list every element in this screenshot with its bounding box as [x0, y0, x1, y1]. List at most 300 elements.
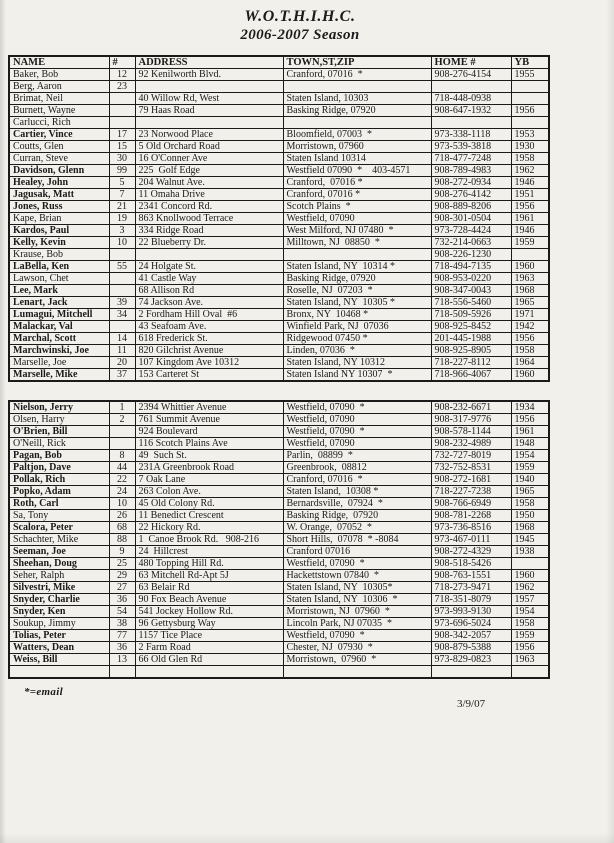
- name-cell: Snyder, Charlie: [9, 594, 109, 606]
- number-cell: 37: [109, 369, 135, 382]
- column-header-home-phone: HOME #: [431, 56, 511, 69]
- home-phone-cell: 908-925-8905: [431, 345, 511, 357]
- address-cell: 263 Colon Ave.: [135, 486, 283, 498]
- home-phone-cell: 732-727-8019: [431, 450, 511, 462]
- number-cell: 1: [109, 401, 135, 414]
- home-phone-cell: 973-736-8516: [431, 522, 511, 534]
- address-cell: 23 Norwood Place: [135, 129, 283, 141]
- table-row: [9, 666, 549, 679]
- address-cell: 96 Gettysburg Way: [135, 618, 283, 630]
- table-row: [9, 225, 549, 237]
- roster-table-lower: [8, 400, 550, 679]
- yb-cell: 1953: [511, 129, 549, 141]
- address-cell: 49 Such St.: [135, 450, 283, 462]
- table-row: [9, 189, 549, 201]
- table-row: [9, 213, 549, 225]
- home-phone-cell: 908-781-2268: [431, 510, 511, 522]
- home-phone-cell: 908-272-4329: [431, 546, 511, 558]
- town-cell: Westfield, 07090: [283, 414, 431, 426]
- address-cell: 63 Mitchell Rd-Apt 5J: [135, 570, 283, 582]
- name-cell: Schachter, Mike: [9, 534, 109, 546]
- yb-cell: 1958: [511, 618, 549, 630]
- address-cell: [135, 666, 283, 679]
- home-phone-cell: 973-467-0111: [431, 534, 511, 546]
- yb-cell: 1968: [511, 522, 549, 534]
- address-cell: 5 Old Orchard Road: [135, 141, 283, 153]
- yb-cell: 1956: [511, 414, 549, 426]
- yb-cell: 1958: [511, 153, 549, 165]
- name-cell: [9, 666, 109, 679]
- town-cell: Scotch Plains *: [283, 201, 431, 213]
- number-cell: 44: [109, 462, 135, 474]
- document-title: W.O.T.H.I.H.C.: [244, 8, 356, 25]
- yb-cell: 1954: [511, 606, 549, 618]
- home-phone-cell: 908-879-5388: [431, 642, 511, 654]
- home-phone-cell: 718-556-5460: [431, 297, 511, 309]
- address-cell: 16 O'Conner Ave: [135, 153, 283, 165]
- town-cell: Milltown, NJ 08850 *: [283, 237, 431, 249]
- table-row: [9, 249, 549, 261]
- table-row: [9, 69, 549, 81]
- address-cell: 2 Fordham Hill Oval #6: [135, 309, 283, 321]
- number-cell: 8: [109, 450, 135, 462]
- yb-cell: 1963: [511, 273, 549, 285]
- address-cell: 41 Castle Way: [135, 273, 283, 285]
- address-cell: 480 Topping Hill Rd.: [135, 558, 283, 570]
- yb-cell: 1959: [511, 237, 549, 249]
- yb-cell: 1971: [511, 309, 549, 321]
- table-row: [9, 618, 549, 630]
- number-cell: 38: [109, 618, 135, 630]
- table-row: [9, 570, 549, 582]
- name-cell: Silvestri, Mike: [9, 582, 109, 594]
- address-cell: 45 Old Colony Rd.: [135, 498, 283, 510]
- town-cell: [283, 249, 431, 261]
- roster-table-upper: [8, 55, 550, 382]
- address-cell: 153 Carteret St: [135, 369, 283, 382]
- address-cell: 79 Haas Road: [135, 105, 283, 117]
- yb-cell: 1959: [511, 630, 549, 642]
- name-cell: Seeman, Joe: [9, 546, 109, 558]
- town-cell: Short Hills, 07078 * -8084: [283, 534, 431, 546]
- name-cell: Carlucci, Rich: [9, 117, 109, 129]
- address-cell: 2 Farm Road: [135, 642, 283, 654]
- town-cell: Staten Island, NY 10305*: [283, 582, 431, 594]
- yb-cell: 1956: [511, 105, 549, 117]
- address-cell: 863 Knollwood Terrace: [135, 213, 283, 225]
- number-cell: 13: [109, 654, 135, 666]
- home-phone-cell: 732-214-0663: [431, 237, 511, 249]
- address-cell: 1 Canoe Brook Rd. 908-216: [135, 534, 283, 546]
- name-cell: Krause, Bob: [9, 249, 109, 261]
- number-cell: 14: [109, 333, 135, 345]
- number-cell: [109, 117, 135, 129]
- yb-cell: 1960: [511, 261, 549, 273]
- document-date: 3/9/07: [457, 698, 486, 710]
- name-cell: Berg, Aaron: [9, 81, 109, 93]
- yb-cell: 1963: [511, 654, 549, 666]
- home-phone-cell: 908-789-4983: [431, 165, 511, 177]
- name-cell: Curran, Steve: [9, 153, 109, 165]
- address-cell: 820 Gilchrist Avenue: [135, 345, 283, 357]
- name-cell: O'Brien, Bill: [9, 426, 109, 438]
- home-phone-cell: 908-272-1681: [431, 474, 511, 486]
- yb-cell: 1958: [511, 498, 549, 510]
- name-cell: Nielson, Jerry: [9, 401, 109, 414]
- number-cell: 5: [109, 177, 135, 189]
- number-cell: 55: [109, 261, 135, 273]
- number-cell: 12: [109, 69, 135, 81]
- address-cell: 2394 Whittier Avenue: [135, 401, 283, 414]
- home-phone-cell: 908-766-6949: [431, 498, 511, 510]
- address-cell: 334 Ridge Road: [135, 225, 283, 237]
- yb-cell: [511, 249, 549, 261]
- table-row: [9, 105, 549, 117]
- home-phone-cell: 908-925-8452: [431, 321, 511, 333]
- yb-cell: 1960: [511, 570, 549, 582]
- town-cell: Basking Ridge, 07920: [283, 105, 431, 117]
- home-phone-cell: 718-494-7135: [431, 261, 511, 273]
- home-phone-cell: 908-347-0043: [431, 285, 511, 297]
- town-cell: Cranford, 07016 *: [283, 474, 431, 486]
- address-cell: 7 Oak Lane: [135, 474, 283, 486]
- name-cell: Kape, Brian: [9, 213, 109, 225]
- table-row: [9, 345, 549, 357]
- yb-cell: 1960: [511, 369, 549, 382]
- town-cell: Linden, 07036 *: [283, 345, 431, 357]
- town-cell: Westfield, 07090 *: [283, 630, 431, 642]
- yb-cell: 1956: [511, 201, 549, 213]
- table-row: [9, 165, 549, 177]
- home-phone-cell: 718-448-0938: [431, 93, 511, 105]
- name-cell: Marselle, Mike: [9, 369, 109, 382]
- town-cell: Westfield, 07090 *: [283, 426, 431, 438]
- yb-cell: 1962: [511, 582, 549, 594]
- home-phone-cell: 718-273-9471: [431, 582, 511, 594]
- table-row: [9, 93, 549, 105]
- number-cell: [109, 273, 135, 285]
- town-cell: Cranford 07016: [283, 546, 431, 558]
- number-cell: 54: [109, 606, 135, 618]
- number-cell: 22: [109, 474, 135, 486]
- home-phone-cell: 718-509-5926: [431, 309, 511, 321]
- table-row: [9, 582, 549, 594]
- table-row: [9, 462, 549, 474]
- address-cell: 618 Frederick St.: [135, 333, 283, 345]
- yb-cell: 1940: [511, 474, 549, 486]
- home-phone-cell: 908-647-1932: [431, 105, 511, 117]
- address-cell: 43 Seafoam Ave.: [135, 321, 283, 333]
- document-subtitle: 2006-2007 Season: [240, 27, 360, 43]
- number-cell: [109, 438, 135, 450]
- town-cell: Bloomfield, 07003 *: [283, 129, 431, 141]
- town-cell: Roselle, NJ 07203 *: [283, 285, 431, 297]
- name-cell: Snyder, Ken: [9, 606, 109, 618]
- town-cell: Winfield Park, NJ 07036: [283, 321, 431, 333]
- home-phone-cell: 973-993-9130: [431, 606, 511, 618]
- name-cell: Burnett, Wayne: [9, 105, 109, 117]
- number-cell: 20: [109, 357, 135, 369]
- address-cell: 63 Belair Rd: [135, 582, 283, 594]
- address-cell: 92 Kenilworth Blvd.: [135, 69, 283, 81]
- yb-cell: 1964: [511, 357, 549, 369]
- table-row: [9, 486, 549, 498]
- home-phone-cell: 908-272-0934: [431, 177, 511, 189]
- number-cell: 30: [109, 153, 135, 165]
- table-row: [9, 141, 549, 153]
- table-row: [9, 546, 549, 558]
- town-cell: Cranford, 07016 *: [283, 189, 431, 201]
- town-cell: Basking Ridge, 07920: [283, 510, 431, 522]
- town-cell: W. Orange, 07052 *: [283, 522, 431, 534]
- number-cell: [109, 285, 135, 297]
- address-cell: 231A Greenbrook Road: [135, 462, 283, 474]
- table-row: [9, 594, 549, 606]
- number-cell: 7: [109, 189, 135, 201]
- table-row: [9, 81, 549, 93]
- column-header-yb: YB: [511, 56, 549, 69]
- address-cell: 22 Blueberry Dr.: [135, 237, 283, 249]
- table-row: [9, 129, 549, 141]
- table-row: [9, 450, 549, 462]
- address-cell: 24 Hillcrest: [135, 546, 283, 558]
- address-cell: 40 Willow Rd, West: [135, 93, 283, 105]
- town-cell: Morristown, 07960: [283, 141, 431, 153]
- name-cell: Paltjon, Dave: [9, 462, 109, 474]
- name-cell: Sheehan, Doug: [9, 558, 109, 570]
- yb-cell: 1956: [511, 333, 549, 345]
- name-cell: Baker, Bob: [9, 69, 109, 81]
- name-cell: Lawson, Chet: [9, 273, 109, 285]
- table-row: [9, 522, 549, 534]
- home-phone-cell: 718-227-8112: [431, 357, 511, 369]
- number-cell: 21: [109, 201, 135, 213]
- header-row: [9, 56, 549, 69]
- number-cell: [109, 249, 135, 261]
- column-header-town: TOWN,ST,ZIP: [283, 56, 431, 69]
- address-cell: 2341 Concord Rd.: [135, 201, 283, 213]
- table-row: [9, 153, 549, 165]
- number-cell: [109, 93, 135, 105]
- town-cell: Basking Ridge, 07920: [283, 273, 431, 285]
- town-cell: Westfield, 07090 *: [283, 558, 431, 570]
- town-cell: [283, 666, 431, 679]
- name-cell: Coutts, Glen: [9, 141, 109, 153]
- table-row: [9, 606, 549, 618]
- town-cell: Morristown, NJ 07960 *: [283, 606, 431, 618]
- number-cell: 39: [109, 297, 135, 309]
- home-phone-cell: 973-829-0823: [431, 654, 511, 666]
- name-cell: Lee, Mark: [9, 285, 109, 297]
- name-cell: Healey, John: [9, 177, 109, 189]
- address-cell: 74 Jackson Ave.: [135, 297, 283, 309]
- address-cell: 225 Golf Edge: [135, 165, 283, 177]
- table-row: [9, 357, 549, 369]
- number-cell: [109, 321, 135, 333]
- town-cell: Bernardsville, 07924 *: [283, 498, 431, 510]
- town-cell: Staten Island, 10308 *: [283, 486, 431, 498]
- address-cell: 204 Walnut Ave.: [135, 177, 283, 189]
- yb-cell: 1965: [511, 486, 549, 498]
- name-cell: Roth, Carl: [9, 498, 109, 510]
- yb-cell: 1942: [511, 321, 549, 333]
- home-phone-cell: 732-752-8531: [431, 462, 511, 474]
- home-phone-cell: 973-696-5024: [431, 618, 511, 630]
- town-cell: Bronx, NY 10468 *: [283, 309, 431, 321]
- home-phone-cell: 973-539-3818: [431, 141, 511, 153]
- table-row: [9, 333, 549, 345]
- home-phone-cell: 908-578-1144: [431, 426, 511, 438]
- table-row: [9, 117, 549, 129]
- number-cell: 23: [109, 81, 135, 93]
- town-cell: Staten Island 10314: [283, 153, 431, 165]
- home-phone-cell: [431, 117, 511, 129]
- yb-cell: 1946: [511, 225, 549, 237]
- table-row: [9, 273, 549, 285]
- table-row: [9, 369, 549, 382]
- town-cell: Hackettstown 07840 *: [283, 570, 431, 582]
- home-phone-cell: 908-342-2057: [431, 630, 511, 642]
- address-cell: 68 Allison Rd: [135, 285, 283, 297]
- home-phone-cell: 973-338-1118: [431, 129, 511, 141]
- name-cell: Tolias, Peter: [9, 630, 109, 642]
- home-phone-cell: 201-445-1988: [431, 333, 511, 345]
- name-cell: Marchwinski, Joe: [9, 345, 109, 357]
- town-cell: Staten Island NY 10307 *: [283, 369, 431, 382]
- table-row: [9, 414, 549, 426]
- table-row: [9, 297, 549, 309]
- table-row: [9, 630, 549, 642]
- yb-cell: 1954: [511, 450, 549, 462]
- town-cell: Ridgewood 07450 *: [283, 333, 431, 345]
- home-phone-cell: 718-477-7248: [431, 153, 511, 165]
- home-phone-cell: 908-301-0504: [431, 213, 511, 225]
- yb-cell: 1934: [511, 401, 549, 414]
- yb-cell: 1961: [511, 426, 549, 438]
- table-row: [9, 498, 549, 510]
- town-cell: [283, 81, 431, 93]
- number-cell: 34: [109, 309, 135, 321]
- home-phone-cell: 908-276-4154: [431, 69, 511, 81]
- yb-cell: 1958: [511, 345, 549, 357]
- yb-cell: 1930: [511, 141, 549, 153]
- number-cell: 77: [109, 630, 135, 642]
- number-cell: 88: [109, 534, 135, 546]
- number-cell: 36: [109, 642, 135, 654]
- number-cell: 99: [109, 165, 135, 177]
- number-cell: 25: [109, 558, 135, 570]
- address-cell: 541 Jockey Hollow Rd.: [135, 606, 283, 618]
- number-cell: 3: [109, 225, 135, 237]
- yb-cell: 1950: [511, 510, 549, 522]
- home-phone-cell: [431, 81, 511, 93]
- number-cell: 19: [109, 213, 135, 225]
- home-phone-cell: 718-966-4067: [431, 369, 511, 382]
- number-cell: 11: [109, 345, 135, 357]
- yb-cell: [511, 666, 549, 679]
- number-cell: 29: [109, 570, 135, 582]
- name-cell: Lumagui, Mitchell: [9, 309, 109, 321]
- town-cell: Westfield, 07090: [283, 213, 431, 225]
- number-cell: 10: [109, 237, 135, 249]
- town-cell: Westfield, 07090: [283, 438, 431, 450]
- name-cell: Jagusak, Matt: [9, 189, 109, 201]
- yb-cell: [511, 117, 549, 129]
- table-row: [9, 309, 549, 321]
- number-cell: [109, 105, 135, 117]
- number-cell: 2: [109, 414, 135, 426]
- address-cell: 22 Hickory Rd.: [135, 522, 283, 534]
- table-row: [9, 237, 549, 249]
- column-header-name: NAME: [9, 56, 109, 69]
- yb-cell: 1946: [511, 177, 549, 189]
- name-cell: Popko, Adam: [9, 486, 109, 498]
- number-cell: 9: [109, 546, 135, 558]
- yb-cell: 1956: [511, 642, 549, 654]
- town-cell: Cranford, 07016 *: [283, 177, 431, 189]
- number-cell: 17: [109, 129, 135, 141]
- table-row: [9, 426, 549, 438]
- address-cell: 11 Benedict Crescent: [135, 510, 283, 522]
- yb-cell: 1965: [511, 297, 549, 309]
- column-header-number: #: [109, 56, 135, 69]
- name-cell: Soukup, Jimmy: [9, 618, 109, 630]
- name-cell: Pagan, Bob: [9, 450, 109, 462]
- name-cell: Watters, Dean: [9, 642, 109, 654]
- yb-cell: [511, 558, 549, 570]
- home-phone-cell: 973-728-4424: [431, 225, 511, 237]
- number-cell: 15: [109, 141, 135, 153]
- town-cell: [283, 117, 431, 129]
- address-cell: 90 Fox Beach Avenue: [135, 594, 283, 606]
- table-row: [9, 558, 549, 570]
- yb-cell: 1961: [511, 213, 549, 225]
- yb-cell: 1968: [511, 285, 549, 297]
- yb-cell: 1948: [511, 438, 549, 450]
- table-row: [9, 201, 549, 213]
- town-cell: Staten Island, NY 10306 *: [283, 594, 431, 606]
- table-row: [9, 261, 549, 273]
- table-row: [9, 474, 549, 486]
- title-block: [0, 8, 600, 44]
- yb-cell: [511, 93, 549, 105]
- home-phone-cell: 908-232-6671: [431, 401, 511, 414]
- email-footnote: *=email: [24, 686, 63, 698]
- home-phone-cell: 908-317-9776: [431, 414, 511, 426]
- name-cell: O'Neill, Rick: [9, 438, 109, 450]
- address-cell: 761 Summit Avenue: [135, 414, 283, 426]
- town-cell: Staten Island, NY 10312: [283, 357, 431, 369]
- address-cell: [135, 117, 283, 129]
- number-cell: 24: [109, 486, 135, 498]
- name-cell: LaBella, Ken: [9, 261, 109, 273]
- town-cell: West Milford, NJ 07480 *: [283, 225, 431, 237]
- town-cell: Westfield, 07090 *: [283, 401, 431, 414]
- address-cell: 116 Scotch Plains Ave: [135, 438, 283, 450]
- town-cell: Staten Island, NY 10314 *: [283, 261, 431, 273]
- number-cell: 26: [109, 510, 135, 522]
- address-cell: 107 Kingdom Ave 10312: [135, 357, 283, 369]
- yb-cell: 1959: [511, 462, 549, 474]
- table-row: [9, 177, 549, 189]
- town-cell: Parlin, 08899 *: [283, 450, 431, 462]
- yb-cell: 1962: [511, 165, 549, 177]
- yb-cell: 1938: [511, 546, 549, 558]
- address-cell: 66 Old Glen Rd: [135, 654, 283, 666]
- address-cell: [135, 249, 283, 261]
- name-cell: Marselle, Joe: [9, 357, 109, 369]
- name-cell: Marchal, Scott: [9, 333, 109, 345]
